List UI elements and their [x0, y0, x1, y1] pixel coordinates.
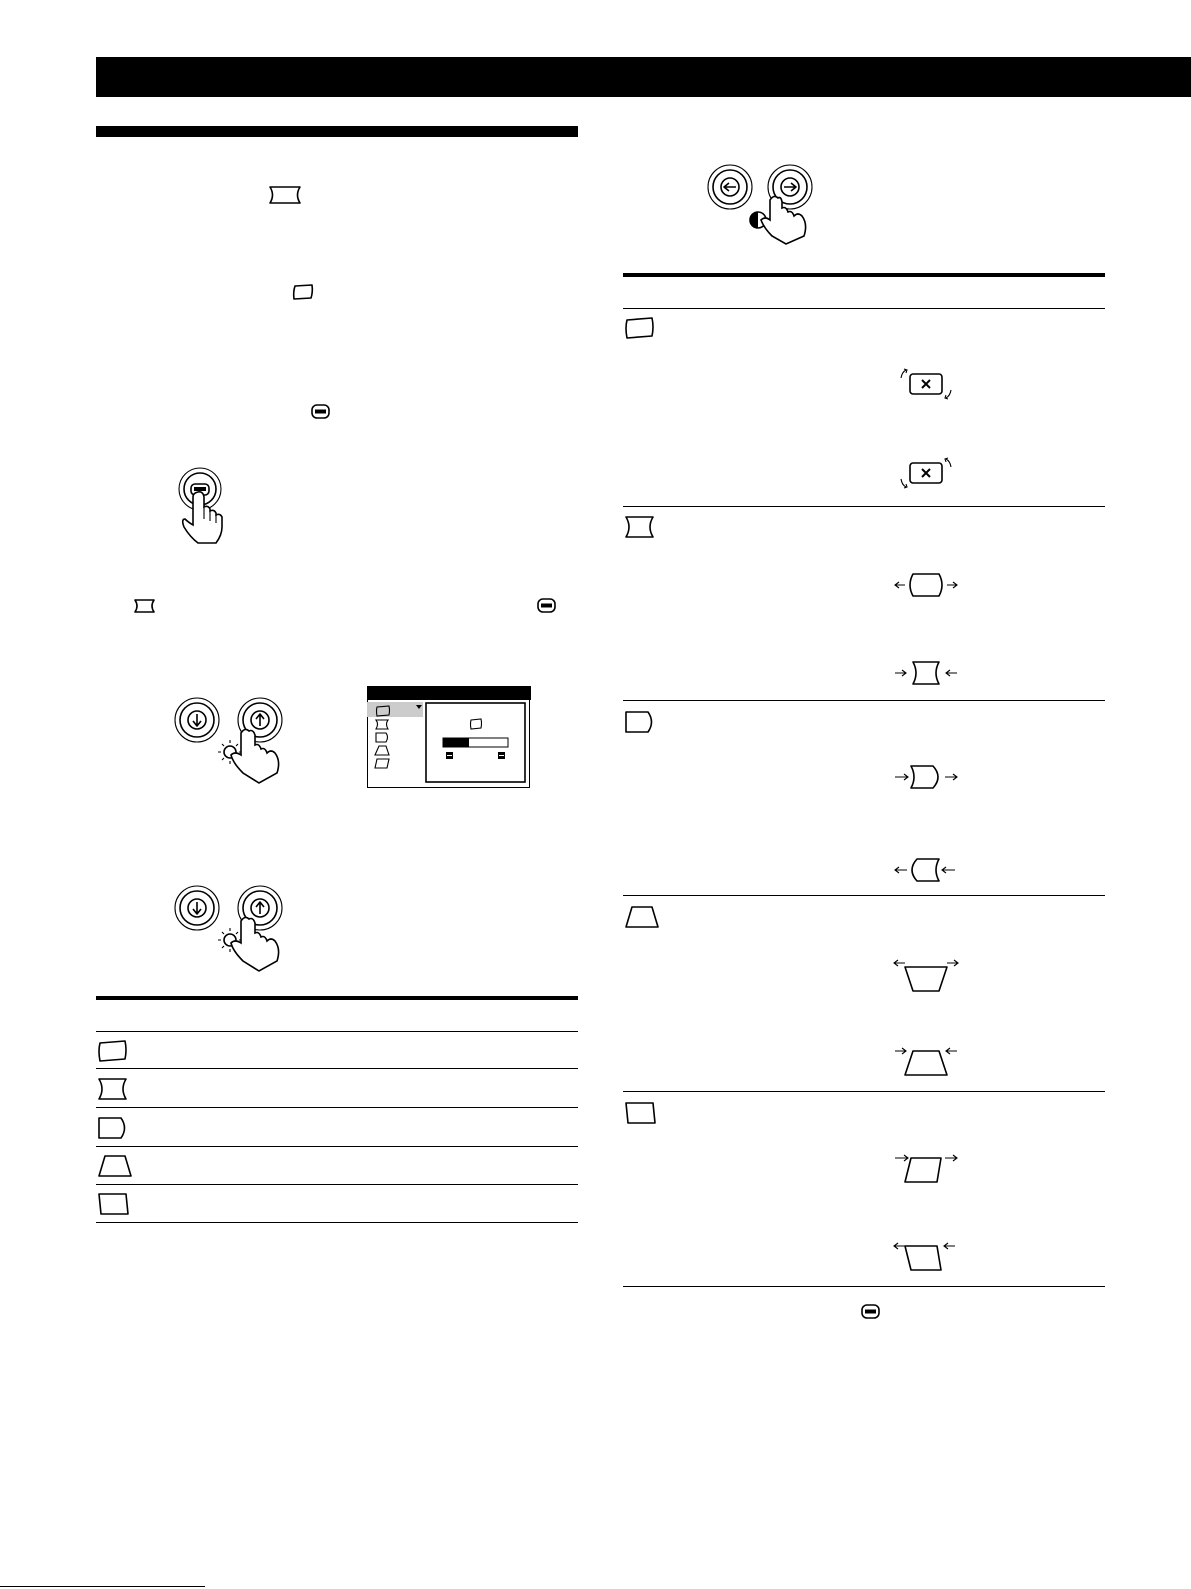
menu-button-press: [176, 467, 236, 547]
pointing-hand-icon: [231, 917, 279, 971]
pin-balance-icon: [624, 710, 656, 734]
table-row-divider: [623, 506, 1105, 507]
table-row-divider: [96, 1068, 578, 1069]
osd-menu-title-bar: [367, 686, 531, 700]
pincushion-contract-diagram: [893, 658, 963, 690]
menu-button-icon: [311, 404, 331, 420]
page-header-bar: [96, 57, 1191, 97]
rotation-icon: [624, 316, 656, 340]
arrow-down-icon: [188, 899, 206, 917]
pincushion-icon: [624, 515, 656, 539]
arrow-up-icon: [251, 899, 269, 917]
left-table-top-rule: [96, 996, 578, 1000]
table-row-divider: [623, 700, 1105, 701]
menu-button-icon: [537, 598, 557, 614]
parallelogram-icon: [97, 1192, 131, 1216]
left-table-bottom-rule: [96, 1222, 578, 1223]
footer-rule: [0, 1586, 205, 1587]
pin-balance-icon: [97, 1116, 129, 1140]
table-row-divider: [96, 1107, 578, 1108]
right-table-top-rule: [623, 273, 1105, 277]
rotation-counterclockwise-diagram: [895, 455, 959, 495]
trapezoid-icon: [624, 905, 660, 929]
table-row-divider: [623, 1091, 1105, 1092]
rotation-clockwise-diagram: [895, 366, 959, 406]
arrow-right-icon: [781, 178, 799, 196]
pincushion-expand-diagram: [893, 570, 963, 602]
pin-balance-left-diagram: [893, 855, 963, 887]
trapezoid-wide-top-diagram: [893, 955, 963, 995]
pincushion-icon: [268, 185, 302, 205]
pointing-hand-icon: [231, 729, 279, 783]
rotation-icon: [292, 284, 314, 300]
table-row-divider: [623, 308, 1105, 309]
trapezoid-icon: [97, 1154, 133, 1178]
arrow-left-icon: [721, 178, 739, 196]
rotation-icon: [97, 1039, 129, 1063]
pincushion-icon: [97, 1077, 129, 1101]
right-table-bottom-rule: [623, 1286, 1105, 1287]
section-header-bar: [96, 126, 578, 137]
parallelogram-left-diagram: [893, 1238, 963, 1278]
osd-geometry-menu-icon: [367, 700, 531, 788]
arrow-up-icon: [251, 711, 269, 729]
table-row-divider: [96, 1031, 578, 1032]
parallelogram-icon: [624, 1101, 658, 1125]
pincushion-icon: [133, 598, 157, 614]
osd-level-bar: [443, 738, 469, 747]
leftright-buttons-press: [708, 164, 828, 244]
updown-buttons-press-2: [175, 883, 295, 973]
pointing-hand-icon: [761, 196, 806, 244]
table-row-divider: [623, 895, 1105, 896]
trapezoid-narrow-top-diagram: [893, 1043, 963, 1083]
arrow-down-icon: [188, 711, 206, 729]
table-row-divider: [96, 1184, 578, 1185]
table-row-divider: [96, 1146, 578, 1147]
pin-balance-right-diagram: [893, 762, 963, 794]
parallelogram-right-diagram: [893, 1150, 963, 1190]
menu-button-icon: [861, 1304, 881, 1320]
updown-buttons-press-1: [175, 695, 295, 785]
